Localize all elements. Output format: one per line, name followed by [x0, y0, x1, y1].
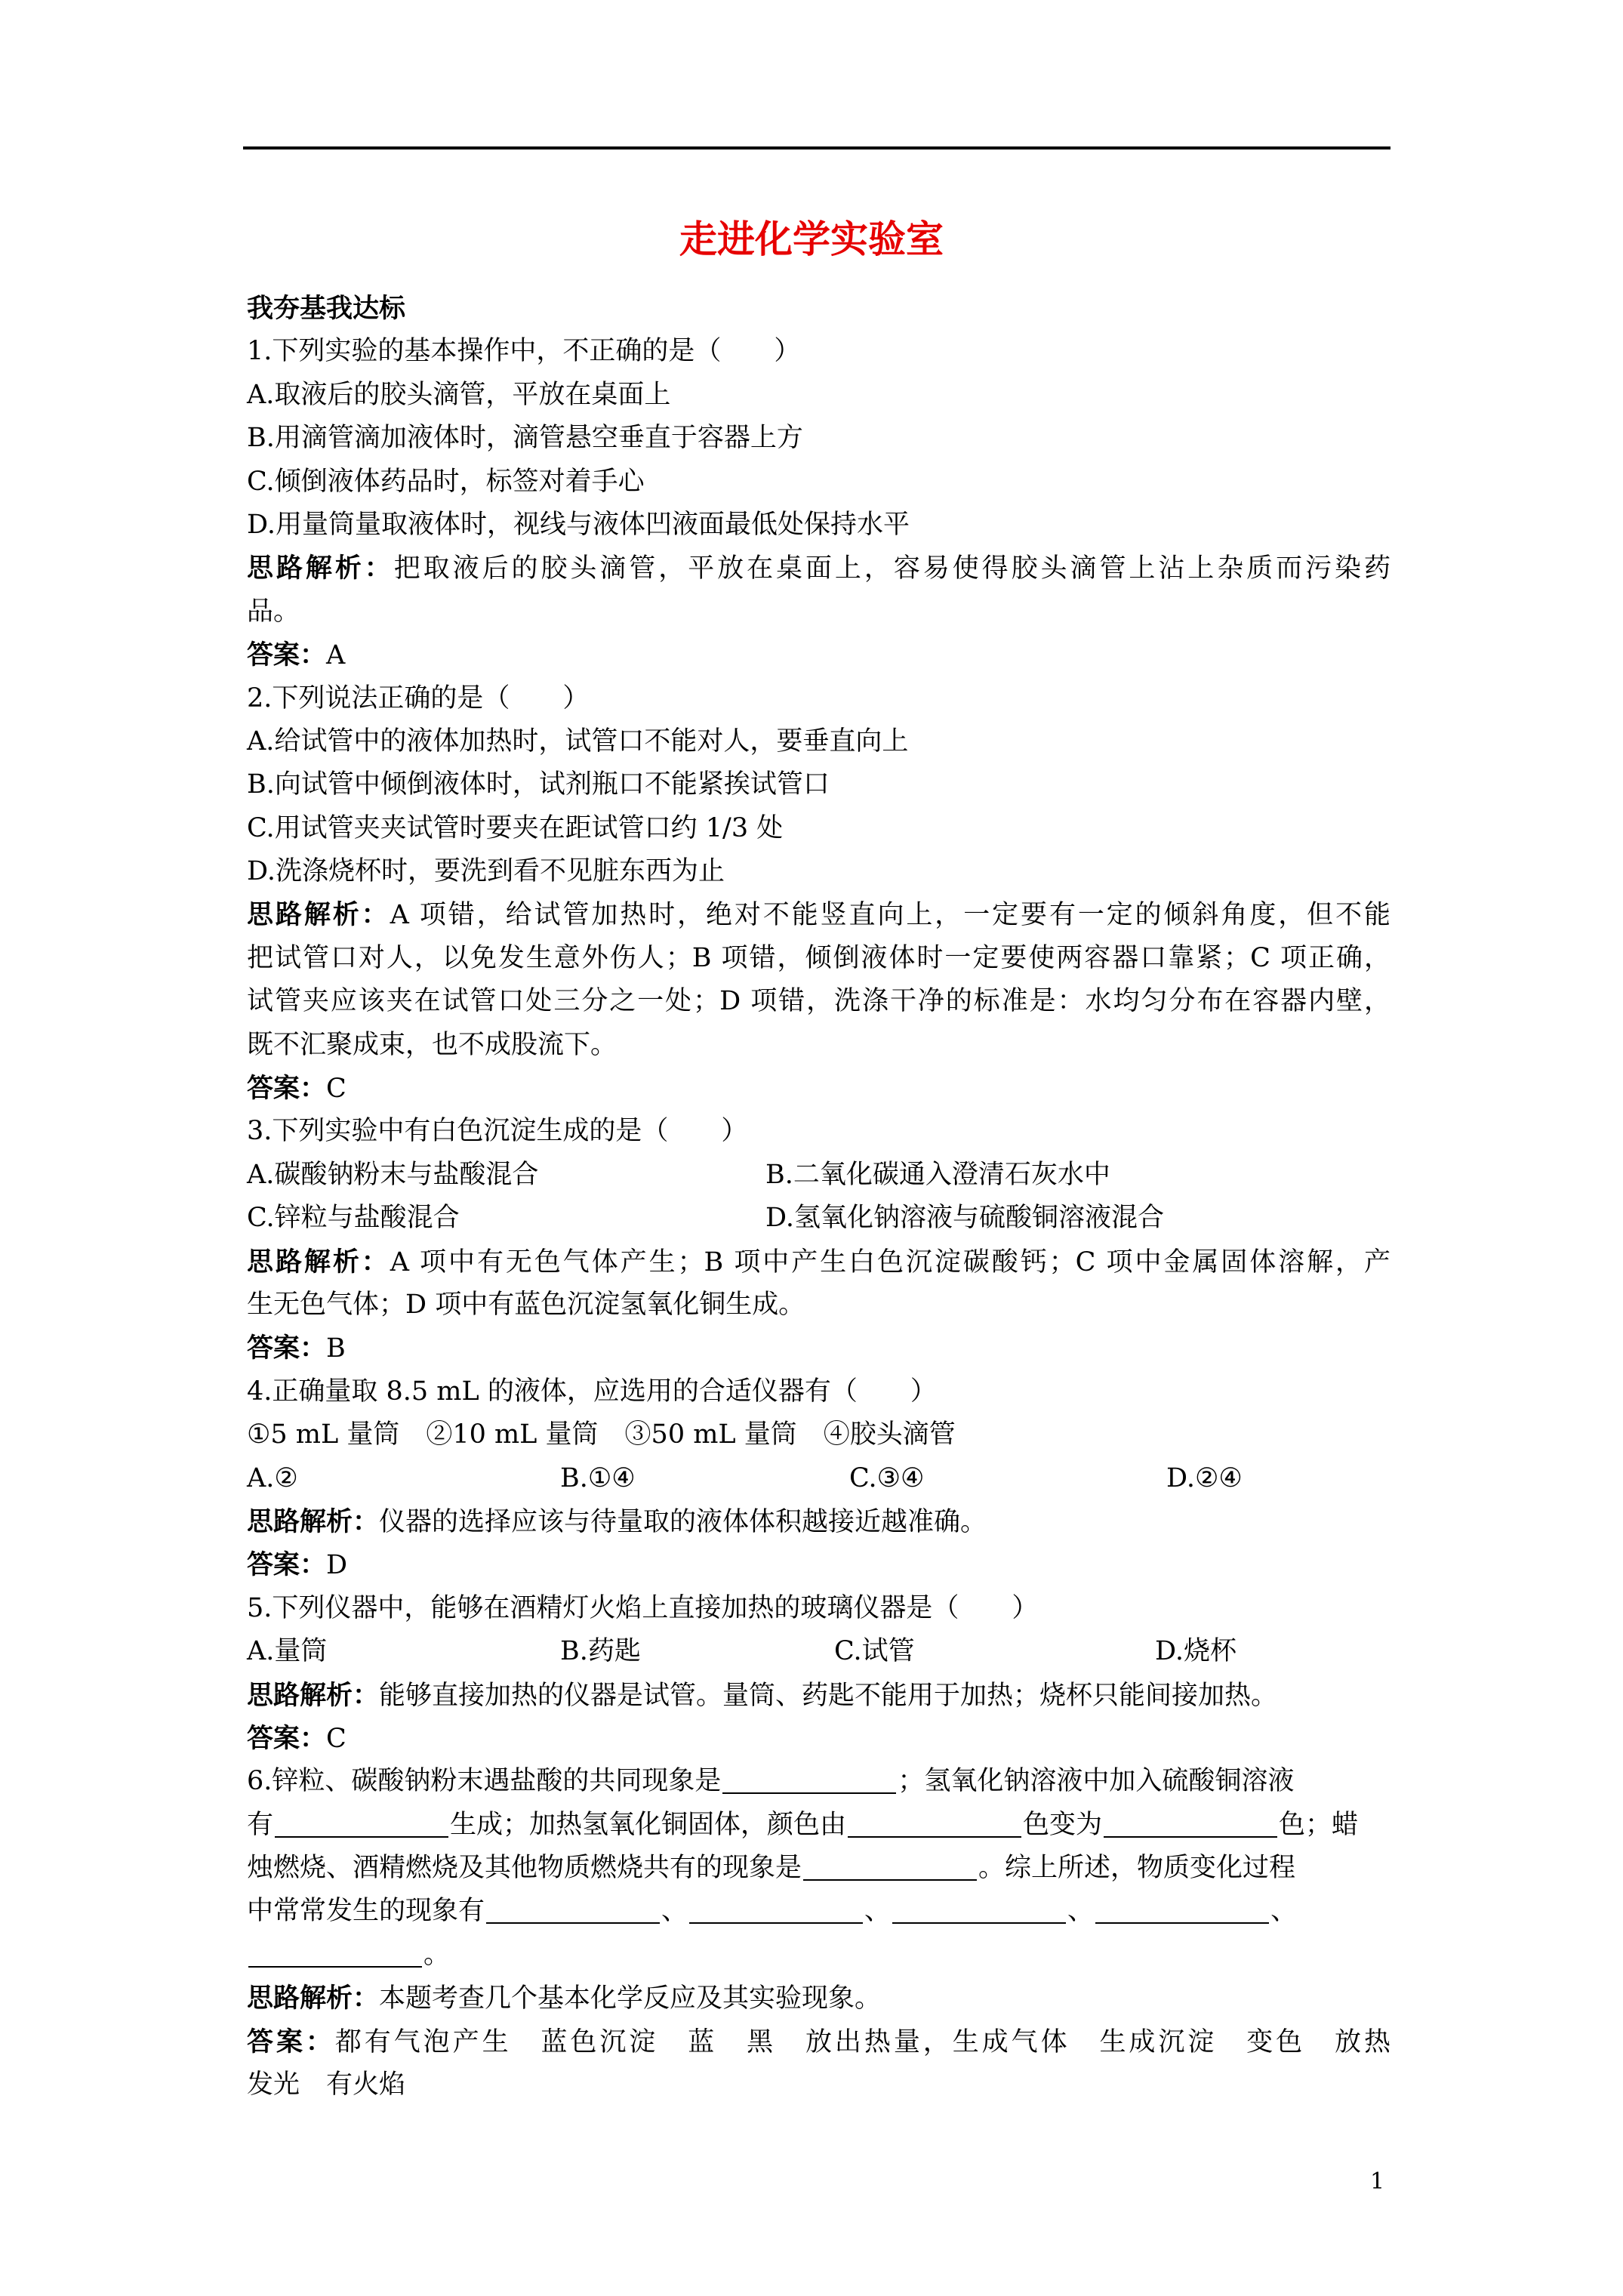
q3-analysis-line-1: 思路解析：A 项中有无色气体产生；B 项中产生白色沉淀碳酸钙；C 项中金属固体溶解，产	[247, 1246, 1390, 1277]
q1-option-c: C.倾倒液体药品时，标签对着手心	[247, 466, 645, 497]
answer-label: 答案：	[247, 1722, 327, 1754]
document-body	[247, 287, 1390, 2106]
q2-analysis-line-2: 把试管口对人，以免发生意外伤人；B 项错，倾倒液体时一定要使两容器口靠紧；C 项正确，	[247, 942, 1390, 973]
q3-option-a: A.碳酸钠粉末与盐酸混合	[247, 1159, 539, 1190]
q1-analysis-line-1: 思路解析：把取液后的胶头滴管，平放在桌面上，容易使得胶头滴管上沾上杂质而污染药	[247, 553, 1390, 584]
q6-answer-line-2: 发光 有火焰	[247, 2069, 406, 2100]
q6-analysis: 思路解析：本题考查几个基本化学反应及其实验现象。	[247, 1983, 882, 2014]
fill-blank	[892, 1895, 1066, 1924]
q3-options-row-2	[247, 1197, 1390, 1240]
question-4-stem: 4.正确量取 8.5 mL 的液体，应选用的合适仪器有（ ）	[247, 1376, 937, 1407]
fill-blank	[848, 1809, 1021, 1838]
answer-label: 答案：	[247, 2026, 335, 2057]
question-6-line-5: 。	[247, 1934, 1390, 1977]
question-6-line-2: 有 生成；加热氢氧化铜固体，颜色由 色变为 色；蜡	[247, 1809, 1359, 1840]
answer-label: 答案：	[247, 639, 327, 671]
question-3-stem: 3.下列实验中有白色沉淀生成的是（ ）	[247, 1116, 748, 1147]
answer-label: 答案：	[247, 1549, 327, 1581]
q5-option-c: C.试管	[834, 1636, 915, 1667]
q2-analysis-line-3: 试管夹应该夹在试管口处三分之一处；D 项错，洗涤干净的标准是：水均匀分布在容器内壁，	[247, 986, 1390, 1017]
q1-option-b: B.用滴管滴加液体时，滴管悬空垂直于容器上方	[247, 423, 803, 454]
header-rule	[243, 146, 1390, 149]
q3-option-c: C.锌粒与盐酸混合	[247, 1203, 460, 1234]
q4-analysis: 思路解析：仪器的选择应该与待量取的液体体积越接近越准确。	[247, 1505, 987, 1537]
analysis-label: 思路解析：	[247, 553, 394, 584]
page-title: 走进化学实验室	[679, 217, 944, 261]
analysis-label: 思路解析：	[247, 1246, 390, 1277]
question-5-stem: 5.下列仪器中，能够在酒精灯火焰上直接加热的玻璃仪器是（ ）	[247, 1592, 1039, 1623]
fill-blank	[248, 1939, 422, 1968]
q2-analysis-line-4: 既不汇聚成束，也不成股流下。	[247, 1029, 617, 1060]
q1-option-d: D.用量筒量取液体时，视线与液体凹液面最低处保持水平	[247, 509, 910, 540]
q3-answer: 答案：B	[247, 1333, 346, 1364]
answer-label: 答案：	[247, 1073, 327, 1105]
q4-option-c: C.③④	[849, 1462, 925, 1493]
q4-option-d: D.②④	[1166, 1462, 1243, 1493]
fill-blank	[1095, 1895, 1269, 1924]
q5-option-a: A.量筒	[247, 1636, 328, 1667]
analysis-label: 思路解析：	[247, 899, 390, 931]
fill-blank	[803, 1852, 977, 1881]
answer-label: 答案：	[247, 1333, 327, 1364]
q5-option-d: D.烧杯	[1155, 1636, 1236, 1667]
analysis-label: 思路解析：	[247, 1505, 380, 1537]
q5-options-row	[247, 1630, 1390, 1673]
fill-blank	[1104, 1809, 1277, 1838]
question-2-stem: 2.下列说法正确的是（ ）	[247, 683, 590, 713]
q4-instruments: ①5 mL 量筒 ②10 mL 量筒 ③50 mL 量筒 ④胶头滴管	[247, 1419, 956, 1450]
q3-analysis-line-2: 生无色气体；D 项中有蓝色沉淀氢氧化铜生成。	[247, 1289, 805, 1320]
question-1-stem: 1.下列实验的基本操作中，不正确的是（ ）	[247, 336, 801, 367]
q5-option-b: B.药匙	[560, 1636, 641, 1667]
q4-options-row	[247, 1457, 1390, 1500]
q1-answer: 答案：A	[247, 639, 346, 671]
q5-answer: 答案：C	[247, 1722, 346, 1754]
analysis-label: 思路解析：	[247, 1983, 380, 2014]
question-6-line-4: 中常常发生的现象有 、 、 、 、	[247, 1896, 1298, 1927]
analysis-label: 思路解析：	[247, 1679, 380, 1711]
q2-option-d: D.洗涤烧杯时，要洗到看不见脏东西为止	[247, 856, 725, 887]
fill-blank	[722, 1765, 896, 1794]
page-number: 1	[1370, 2168, 1385, 2195]
q4-option-a: A.②	[247, 1462, 298, 1493]
q1-option-a: A.取液后的胶头滴管，平放在桌面上	[247, 379, 671, 410]
q3-option-d: D.氢氧化钠溶液与硫酸铜溶液混合	[765, 1203, 1164, 1234]
q2-option-b: B.向试管中倾倒液体时，试剂瓶口不能紧挨试管口	[247, 769, 830, 800]
q2-analysis-line-1: 思路解析：A 项错，给试管加热时，绝对不能竖直向上，一定要有一定的倾斜角度，但不能	[247, 899, 1390, 931]
q5-analysis: 思路解析：能够直接加热的仪器是试管。量筒、药匙不能用于加热；烧杯只能间接加热。	[247, 1679, 1278, 1711]
question-6-line-1: 6.锌粒、碳酸钠粉末遇盐酸的共同现象是 ；氢氧化钠溶液中加入硫酸铜溶液	[247, 1766, 1295, 1797]
section-title: 我夯基我达标	[247, 293, 406, 324]
q6-answer-line-1: 答案：都有气泡产生 蓝色沉淀 蓝 黑 放出热量，生成气体 生成沉淀 变色 放热	[247, 2026, 1390, 2057]
fill-blank	[689, 1895, 863, 1924]
q2-option-c: C.用试管夹夹试管时要夹在距试管口约 1/3 处	[247, 812, 784, 843]
q2-option-a: A.给试管中的液体加热时，试管口不能对人，要垂直向上	[247, 726, 909, 757]
q3-option-b: B.二氧化碳通入澄清石灰水中	[765, 1159, 1110, 1190]
q4-option-b: B.①④	[560, 1462, 636, 1493]
q2-answer: 答案：C	[247, 1073, 346, 1105]
q1-analysis-line-2: 品。	[247, 596, 300, 627]
fill-blank	[486, 1895, 660, 1924]
question-6-line-3: 烛燃烧、酒精燃烧及其他物质燃烧共有的现象是 。综上所述，物质变化过程	[247, 1853, 1296, 1884]
fill-blank	[275, 1809, 448, 1838]
q3-options-row-1	[247, 1154, 1390, 1197]
q4-answer: 答案：D	[247, 1549, 348, 1581]
